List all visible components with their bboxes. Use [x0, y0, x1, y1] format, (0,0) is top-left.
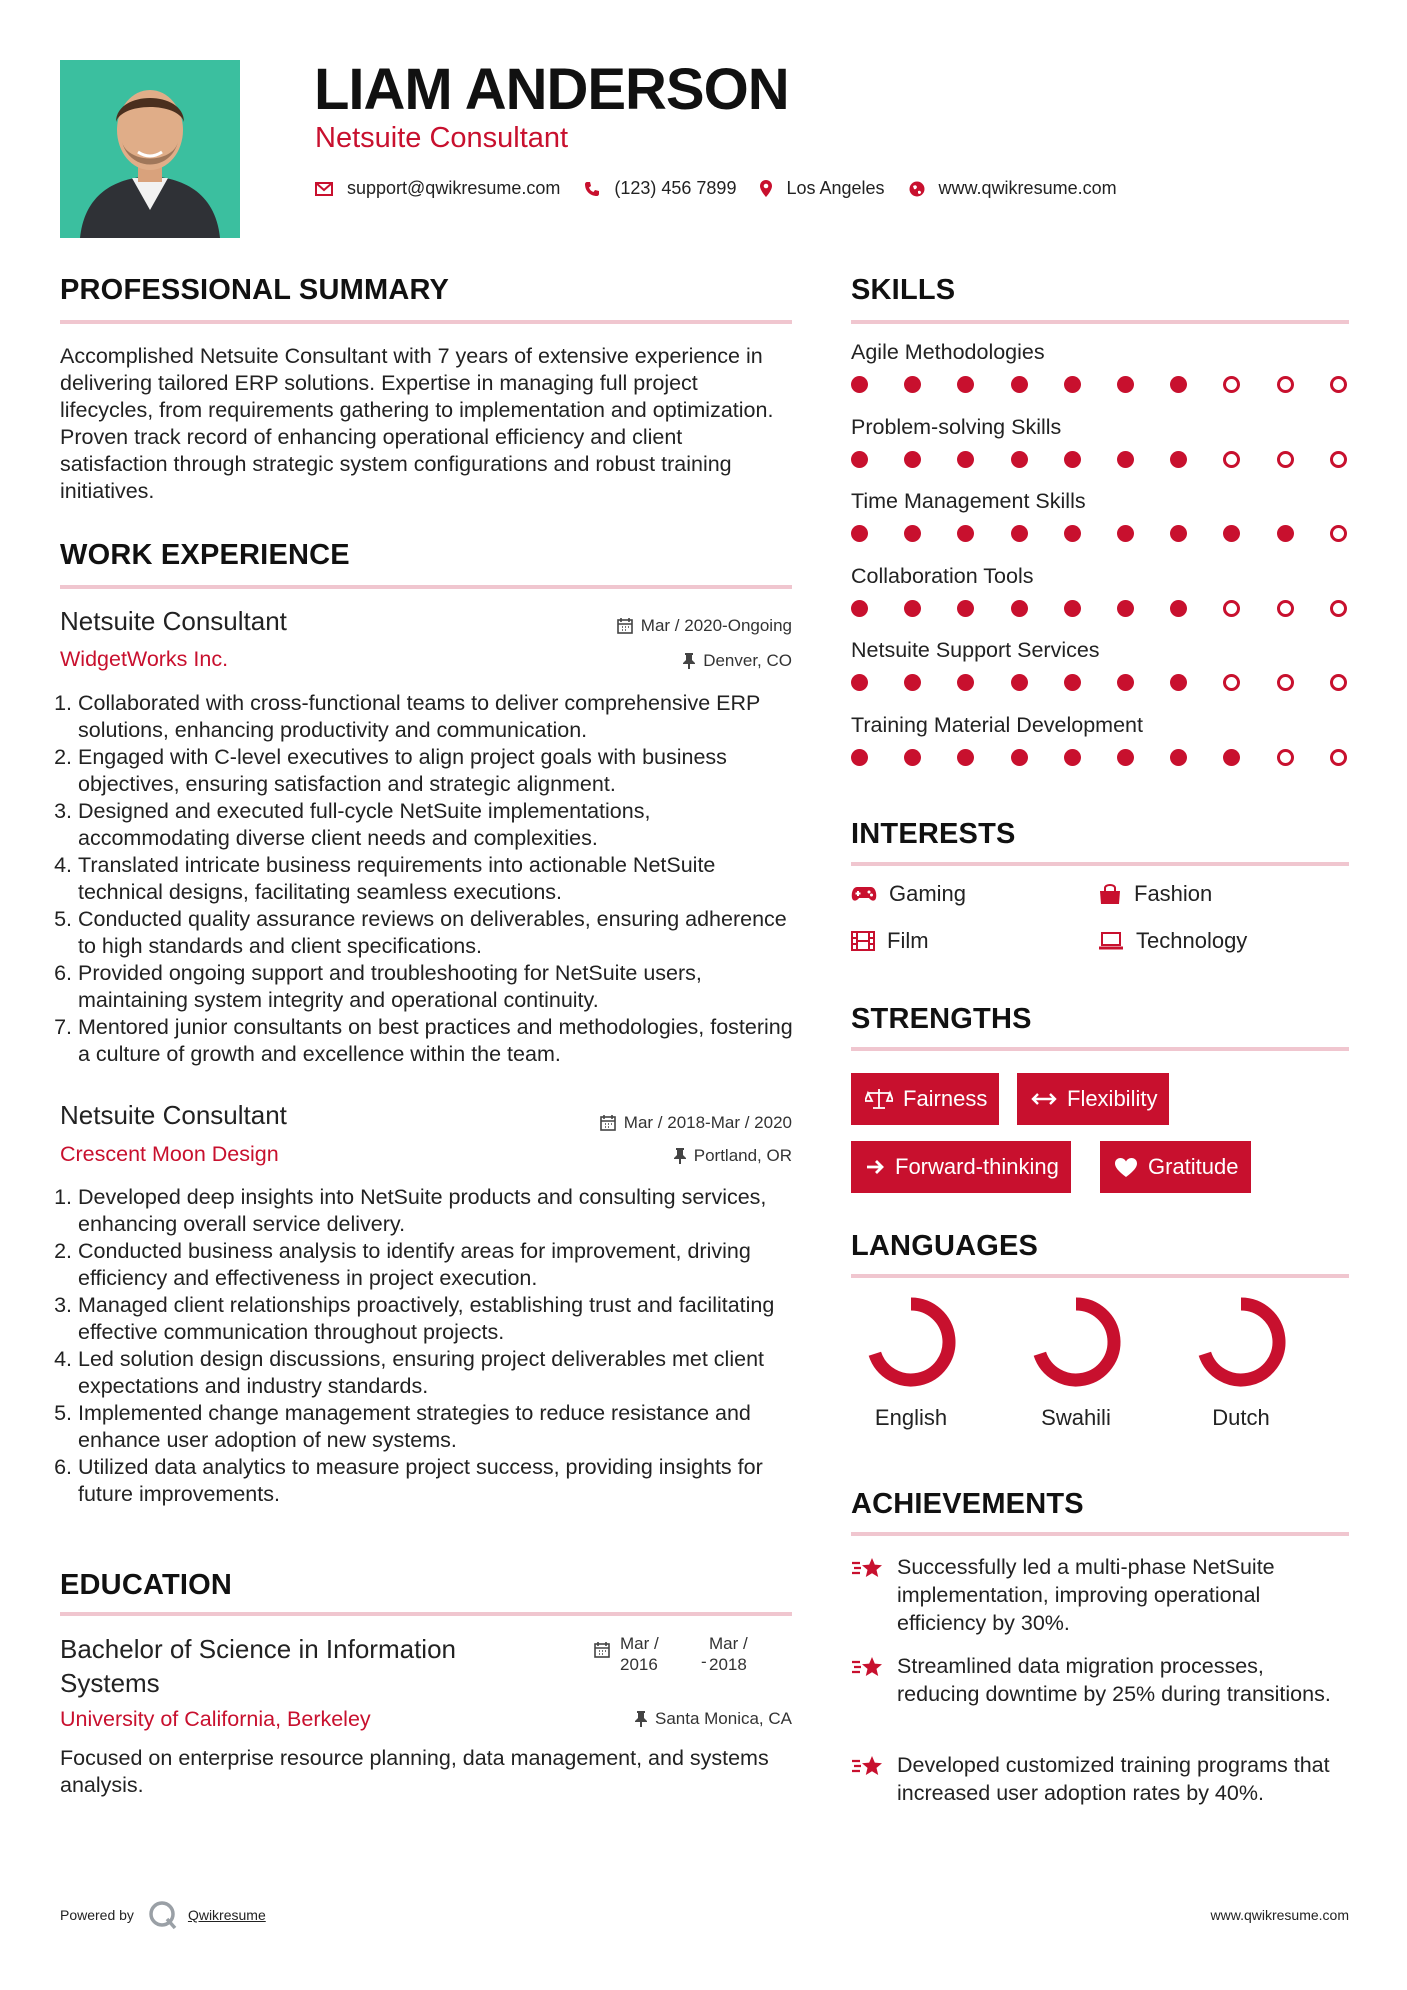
map-pin-icon: [760, 180, 772, 197]
strength-label: Flexibility: [1067, 1086, 1158, 1111]
envelope-icon: [315, 182, 333, 196]
heart-icon: [1114, 1157, 1138, 1178]
rating-dot-filled: [851, 376, 868, 393]
skill-rating: [851, 451, 1351, 473]
rating-dot-filled: [1011, 376, 1028, 393]
skill-rating: [851, 600, 1351, 622]
rating-dot-filled: [1011, 451, 1028, 468]
calendar-icon: [600, 1115, 616, 1131]
rating-dot-filled: [957, 674, 974, 691]
date-separator: -: [701, 1652, 707, 1671]
rating-dot-empty: [1330, 451, 1347, 468]
contact-website-text: www.qwikresume.com: [938, 178, 1117, 198]
school-name: University of California, Berkeley: [60, 1707, 371, 1731]
scale-icon: [865, 1088, 893, 1110]
qwikresume-link[interactable]: Qwikresume: [187, 1907, 266, 1923]
skill-item: [851, 638, 1351, 696]
pushpin-icon: [674, 1148, 686, 1164]
job-bullets: [60, 690, 800, 1068]
rating-dot-empty: [1277, 376, 1294, 393]
rating-dot-filled: [851, 674, 868, 691]
list-item: 3. Managed client relationships proactively, establishing trust and facilitating effective communication throughout projects.: [78, 1292, 800, 1346]
globe-icon: [909, 181, 925, 197]
job-bullets: [60, 1184, 800, 1508]
laptop-icon: [1098, 932, 1124, 950]
list-item: 7. Mentored junior consultants on best practices and methodologies, fostering a culture of growth and excellence within the team.: [78, 1014, 800, 1068]
language-name: English: [874, 1405, 948, 1430]
rating-dot-filled: [904, 600, 921, 617]
shooting-star-icon: [851, 1753, 885, 1779]
rating-dot-filled: [1064, 525, 1081, 542]
achievements-divider: [851, 1532, 1349, 1536]
achievement-text: Successfully led a multi-phase NetSuite implementation, improving operational efficiency by 30%.: [897, 1555, 1275, 1635]
skill-name: Agile Methodologies: [851, 340, 1045, 364]
strengths-divider: [851, 1047, 1349, 1051]
candidate-title: Netsuite Consultant: [315, 122, 569, 154]
list-item: 6. Utilized data analytics to measure project success, providing insights for future improvements.: [78, 1454, 800, 1508]
strength-badge: [1017, 1073, 1169, 1125]
rating-dot-filled: [1170, 376, 1187, 393]
skill-item: [851, 415, 1351, 473]
summary-heading: PROFESSIONAL SUMMARY: [60, 274, 450, 306]
shopping-bag-icon: [1098, 883, 1122, 905]
rating-dot-filled: [1117, 451, 1134, 468]
rating-dot-filled: [1011, 525, 1028, 542]
rating-dot-filled: [851, 451, 868, 468]
strength-badge: [851, 1141, 1071, 1193]
rating-dot-filled: [1170, 674, 1187, 691]
skill-item: [851, 340, 1351, 398]
rating-dot-empty: [1330, 600, 1347, 617]
skill-item: [851, 489, 1351, 547]
avatar: [60, 60, 240, 238]
rating-dot-filled: [1117, 376, 1134, 393]
contact-phone[interactable]: [584, 178, 736, 199]
list-item: 3. Designed and executed full-cycle NetSuite implementations, accommodating diverse client needs and complexities.: [78, 798, 800, 852]
rating-dot-filled: [1223, 525, 1240, 542]
list-item: 1. Collaborated with cross-functional teams to deliver comprehensive ERP solutions, enhancing productivity and communication.: [78, 690, 800, 744]
education-description: Focused on enterprise resource planning, data management, and systems analysis.: [60, 1746, 769, 1797]
job-location: [560, 651, 792, 671]
skills-heading: SKILLS: [851, 274, 956, 306]
rating-dot-filled: [1064, 749, 1081, 766]
skill-rating: [851, 674, 1351, 696]
skill-item: [851, 713, 1351, 771]
list-item: 2. Engaged with C-level executives to align project goals with business objectives, ensuring satisfaction and strategic alignment.: [78, 744, 800, 798]
strength-badge: [851, 1073, 999, 1125]
strength-label: Forward-thinking: [895, 1154, 1059, 1179]
rating-dot-filled: [1117, 600, 1134, 617]
experience-divider: [60, 585, 792, 589]
list-item: 2. Conducted business analysis to identify areas for improvement, driving efficiency and effectiveness in project execution.: [78, 1238, 800, 1292]
achievement-text: Developed customized training programs that increased user adoption rates by 40%.: [897, 1753, 1330, 1805]
experience-heading: WORK EXPERIENCE: [60, 539, 350, 571]
languages-divider: [851, 1274, 1349, 1278]
rating-dot-filled: [904, 749, 921, 766]
interest-label: Fashion: [1134, 881, 1213, 906]
rating-dot-filled: [1064, 376, 1081, 393]
list-item: 6. Provided ongoing support and troubleshooting for NetSuite users, maintaining system integrity and operational continuity.: [78, 960, 800, 1014]
job-dates-text: Mar / 2018-Mar / 2020: [623, 1113, 792, 1132]
arrows-horizontal-icon: [1031, 1092, 1057, 1106]
skill-rating: [851, 749, 1351, 771]
gamepad-icon: [851, 885, 877, 903]
summary-text: Accomplished Netsuite Consultant with 7 years of extensive experience in delivering tailored ERP solutions. Expertise in managing full project lifecycles, from requirements gathering to implementation and optimization. Proven track record of enhancing operational efficiency and client satisfaction through strategic system configurations and robust training initiatives.: [60, 344, 774, 503]
list-item: 5. Conducted quality assurance reviews on deliverables, ensuring adherence to high standards and client specifications.: [78, 906, 800, 960]
rating-dot-filled: [957, 376, 974, 393]
film-icon: [851, 931, 875, 951]
rating-dot-filled: [904, 376, 921, 393]
language-name: Swahili: [1041, 1405, 1111, 1430]
job-location-text: Portland, OR: [693, 1146, 792, 1165]
rating-dot-filled: [957, 451, 974, 468]
rating-dot-filled: [957, 749, 974, 766]
languages-heading: LANGUAGES: [851, 1230, 1039, 1262]
rating-dot-filled: [957, 600, 974, 617]
education-location: [560, 1709, 792, 1729]
interest-item: [851, 928, 929, 954]
strength-label: Gratitude: [1148, 1154, 1239, 1179]
interest-item: [851, 881, 966, 907]
rating-dot-empty: [1277, 600, 1294, 617]
pushpin-icon: [683, 653, 695, 669]
rating-dot-filled: [1117, 749, 1134, 766]
rating-dot-empty: [1223, 600, 1240, 617]
interest-item: [1098, 928, 1247, 954]
rating-dot-empty: [1223, 376, 1240, 393]
calendar-icon: [617, 618, 633, 634]
rating-dot-filled: [1170, 451, 1187, 468]
language-item: [1016, 1292, 1136, 1431]
rating-dot-empty: [1277, 674, 1294, 691]
list-item: 1. Developed deep insights into NetSuite products and consulting services, enhancing overall service delivery.: [78, 1184, 800, 1238]
rating-dot-filled: [851, 600, 868, 617]
language-gauge: [861, 1292, 961, 1392]
education-end-date: [709, 1633, 748, 1675]
education-divider: [60, 1612, 792, 1616]
rating-dot-empty: [1330, 376, 1347, 393]
job-title: Netsuite Consultant: [60, 1100, 287, 1130]
rating-dot-filled: [1064, 600, 1081, 617]
language-gauge: [1026, 1292, 1126, 1392]
list-item: 4. Translated intricate business requirements into actionable NetSuite technical designs, facilitating seamless executions.: [78, 852, 800, 906]
rating-dot-empty: [1277, 749, 1294, 766]
rating-dot-filled: [1223, 749, 1240, 766]
start-month: Mar /: [620, 1634, 659, 1653]
job-location: [560, 1146, 792, 1166]
rating-dot-filled: [1117, 674, 1134, 691]
summary-divider: [60, 320, 792, 324]
interest-item: [1098, 881, 1212, 907]
rating-dot-empty: [1277, 451, 1294, 468]
education-start-date: [620, 1633, 659, 1675]
contact-location-text: Los Angeles: [786, 178, 885, 198]
rating-dot-empty: [1330, 749, 1347, 766]
powered-by-label: Powered by: [60, 1907, 134, 1923]
language-item: [851, 1292, 971, 1431]
end-month: Mar /: [709, 1634, 748, 1653]
education-heading: EDUCATION: [60, 1569, 233, 1601]
rating-dot-filled: [1170, 525, 1187, 542]
strength-label: Fairness: [903, 1086, 988, 1111]
rating-dot-filled: [851, 749, 868, 766]
rating-dot-filled: [1170, 749, 1187, 766]
achievement-text: Streamlined data migration processes, reducing downtime by 25% during transitions.: [897, 1654, 1331, 1706]
contact-email[interactable]: [315, 178, 560, 199]
skill-rating: [851, 525, 1351, 547]
list-item: 4. Led solution design discussions, ensuring project deliverables met client expectations and industry standards.: [78, 1346, 800, 1400]
language-gauge: [1191, 1292, 1291, 1392]
candidate-name: LIAM ANDERSON: [314, 57, 789, 122]
contact-website[interactable]: [909, 178, 1117, 199]
interest-label: Gaming: [889, 881, 967, 906]
language-gauge-arc: [1040, 1304, 1114, 1380]
skill-name: Netsuite Support Services: [851, 638, 1100, 662]
language-name: Dutch: [1212, 1405, 1270, 1430]
skills-divider: [851, 320, 1349, 324]
skill-rating: [851, 376, 1351, 398]
rating-dot-filled: [1170, 600, 1187, 617]
rating-dot-empty: [1330, 525, 1347, 542]
job-location-text: Denver, CO: [703, 651, 792, 670]
start-year: 2016: [620, 1655, 658, 1674]
phone-icon: [584, 181, 600, 197]
rating-dot-filled: [1011, 749, 1028, 766]
interest-label: Technology: [1136, 928, 1248, 953]
rating-dot-filled: [904, 525, 921, 542]
skill-item: [851, 564, 1351, 622]
achievement-item: [851, 1652, 1351, 1708]
pushpin-icon: [635, 1711, 647, 1727]
shooting-star-icon: [851, 1555, 885, 1581]
language-item: [1181, 1292, 1301, 1431]
rating-dot-filled: [1064, 451, 1081, 468]
job-dates: [560, 616, 792, 636]
rating-dot-filled: [851, 525, 868, 542]
rating-dot-empty: [1223, 674, 1240, 691]
job-dates-text: Mar / 2020-Ongoing: [640, 616, 792, 635]
footer-website[interactable]: www.qwikresume.com: [1210, 1907, 1349, 1923]
rating-dot-filled: [957, 525, 974, 542]
degree-title: Bachelor of Science in Information Systems: [60, 1634, 456, 1698]
achievement-item: [851, 1751, 1351, 1807]
shooting-star-icon: [851, 1654, 885, 1680]
strengths-heading: STRENGTHS: [851, 1003, 1032, 1035]
rating-dot-filled: [1117, 525, 1134, 542]
rating-dot-empty: [1223, 451, 1240, 468]
contact-email-text: support@qwikresume.com: [347, 178, 561, 198]
achievement-item: [851, 1553, 1351, 1637]
skill-name: Collaboration Tools: [851, 563, 1034, 588]
interests-divider: [851, 862, 1349, 866]
job-title: Netsuite Consultant: [60, 606, 287, 636]
rating-dot-empty: [1330, 674, 1347, 691]
skill-name: Training Material Development: [851, 712, 1143, 737]
achievements-heading: ACHIEVEMENTS: [851, 1488, 1084, 1520]
arrow-right-icon: [865, 1158, 885, 1176]
rating-dot-filled: [1277, 525, 1294, 542]
education-location-text: Santa Monica, CA: [654, 1709, 792, 1728]
calendar-icon-wrap: [594, 1642, 610, 1663]
list-item: 5. Implemented change management strategies to reduce resistance and enhance user adoption of new systems.: [78, 1400, 800, 1454]
language-gauge-arc: [875, 1304, 949, 1380]
rating-dot-filled: [1011, 600, 1028, 617]
end-year: 2018: [709, 1655, 747, 1674]
interest-label: Film: [887, 928, 929, 953]
profile-photo: [60, 60, 240, 238]
footer-powered-by: [60, 1900, 266, 1930]
rating-dot-filled: [1011, 674, 1028, 691]
skill-name: Problem-solving Skills: [851, 414, 1062, 439]
job-company: Crescent Moon Design: [60, 1142, 279, 1166]
qwikresume-logo-icon: [148, 1900, 178, 1930]
rating-dot-filled: [1064, 674, 1081, 691]
calendar-icon: [594, 1642, 610, 1658]
rating-dot-filled: [904, 674, 921, 691]
interests-heading: INTERESTS: [851, 818, 1016, 850]
job-dates: [540, 1113, 792, 1133]
contact-phone-text: (123) 456 7899: [614, 178, 737, 198]
contact-location: [760, 178, 884, 199]
job-company: WidgetWorks Inc.: [60, 647, 229, 671]
contact-bar: [315, 178, 1141, 199]
strength-badge: [1100, 1141, 1251, 1193]
rating-dot-filled: [904, 451, 921, 468]
language-gauge-arc: [1205, 1304, 1279, 1380]
skill-name: Time Management Skills: [851, 489, 1086, 513]
